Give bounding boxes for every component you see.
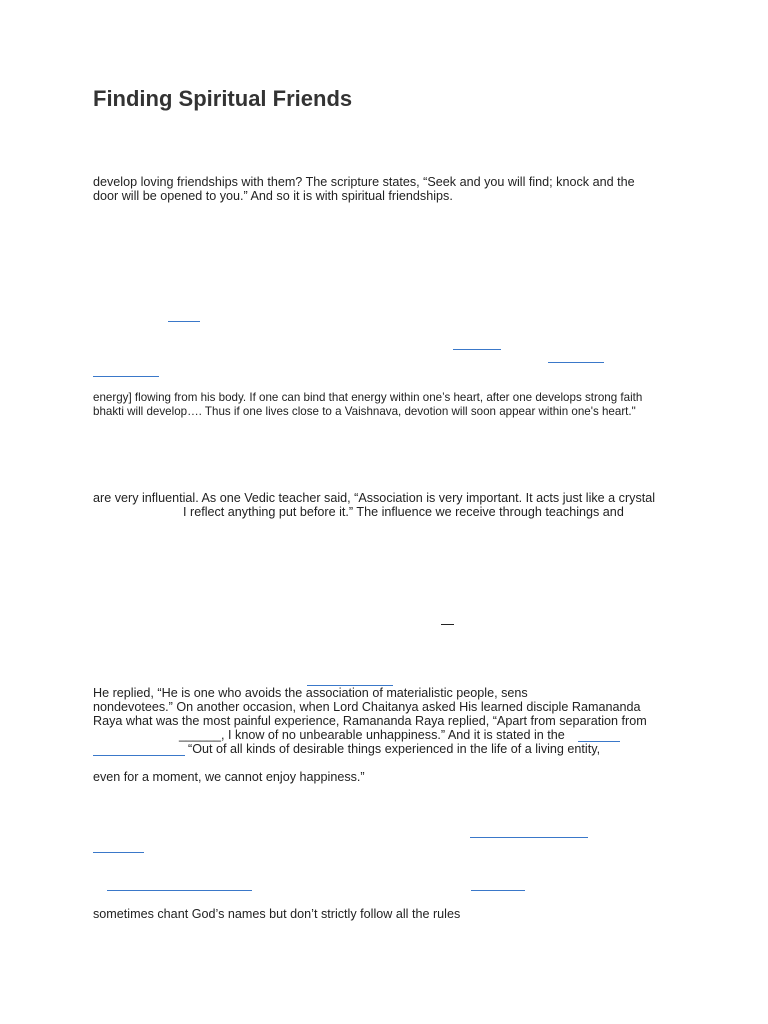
- hidden-link-4[interactable]: [93, 376, 159, 377]
- paragraph-1-line-2: door will be opened to you.” And so it is with spiritual friendships.: [93, 189, 453, 203]
- paragraph-4-line-3: Raya what was the most painful experience, Ramananda Raya replied, “Apart from separation from: [93, 714, 647, 728]
- paragraph-4-line-2: nondevotees.” On another occasion, when Lord Chaitanya asked His learned disciple Ramananda: [93, 700, 641, 714]
- hidden-link-9[interactable]: [93, 852, 144, 853]
- paragraph-5-line-1: sometimes chant God’s names but don’t strictly follow all the rules: [93, 907, 461, 921]
- hidden-link-3[interactable]: [548, 362, 604, 363]
- hidden-link-7[interactable]: [93, 755, 185, 756]
- paragraph-1-line-1: develop loving friendships with them? The scripture states, “Seek and you will find; knock and the: [93, 175, 635, 189]
- hidden-link-2[interactable]: [453, 349, 501, 350]
- paragraph-4-line-6: even for a moment, we cannot enjoy happiness.”: [93, 770, 365, 784]
- paragraph-2-line-1: energy] flowing from his body. If one can bind that energy within one’s heart, after one develops strong faith: [93, 391, 643, 404]
- paragraph-3-line-2: I reflect anything put before it.” The influence we receive through teachings and: [183, 505, 624, 519]
- em-dash: [441, 624, 454, 625]
- hidden-link-8[interactable]: [470, 837, 588, 838]
- hidden-link-10[interactable]: [107, 890, 252, 891]
- page-title: Finding Spiritual Friends: [93, 86, 353, 111]
- hidden-link-11[interactable]: [471, 890, 525, 891]
- paragraph-4-line-5: “Out of all kinds of desirable things experienced in the life of a living entity,: [188, 742, 601, 756]
- paragraph-4-line-4: ______, I know of no unbearable unhappiness.” And it is stated in the: [179, 728, 565, 742]
- paragraph-3-line-1: are very influential. As one Vedic teacher said, “Association is very important. It acts just like a crystal: [93, 491, 656, 505]
- paragraph-2-line-2: bhakti will develop…. Thus if one lives close to a Vaishnava, devotion will soon appear within one's heart.": [93, 405, 636, 418]
- paragraph-4-line-1: He replied, “He is one who avoids the association of materialistic people, sens: [93, 686, 528, 700]
- hidden-link-1[interactable]: [168, 321, 200, 322]
